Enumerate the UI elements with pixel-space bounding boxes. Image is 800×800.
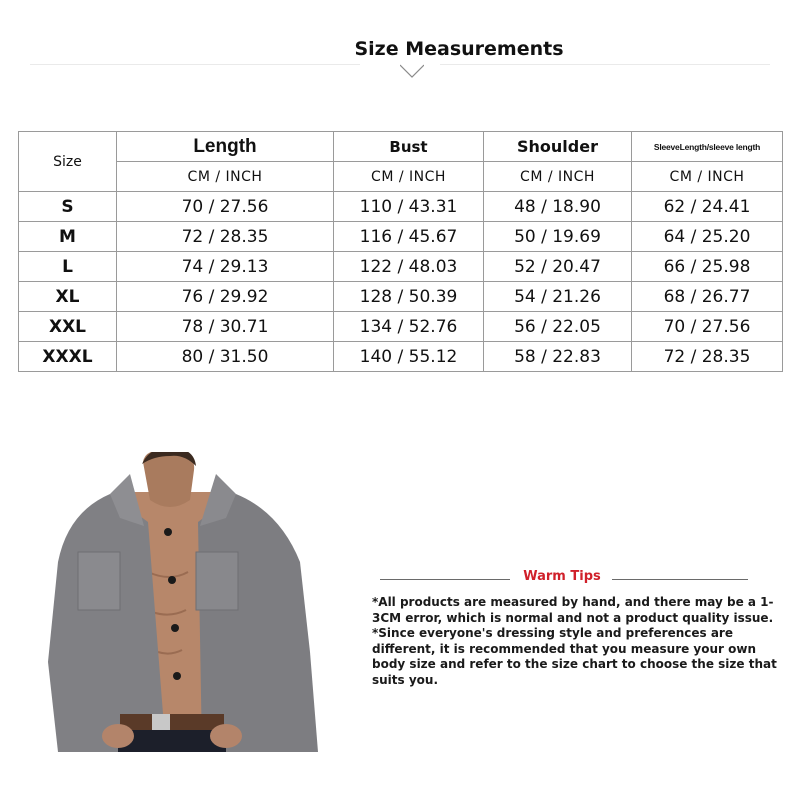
sleeve-value: 68 / 26.77 (632, 282, 783, 312)
size-label: XXXL (19, 342, 117, 372)
table-row (19, 192, 783, 222)
chevron-down-icon (400, 64, 424, 78)
length-column-header: Length (117, 132, 334, 162)
shoulder-value: 48 / 18.90 (484, 192, 632, 222)
warm-tips-title: Warm Tips (523, 569, 601, 584)
length-value: 78 / 30.71 (117, 312, 334, 342)
bust-value: 134 / 52.76 (334, 312, 484, 342)
title-rule-right (440, 64, 770, 65)
length-value: 70 / 27.56 (117, 192, 334, 222)
length-value: 72 / 28.35 (117, 222, 334, 252)
shoulder-value: 56 / 22.05 (484, 312, 632, 342)
title-rule-left (30, 64, 360, 65)
tips-rule-right (612, 579, 748, 580)
size-column-header: Size (19, 132, 117, 192)
length-value: 74 / 29.13 (117, 252, 334, 282)
shoulder-value: 58 / 22.83 (484, 342, 632, 372)
shoulder-value: 50 / 19.69 (484, 222, 632, 252)
sleeve-value: 64 / 25.20 (632, 222, 783, 252)
header-row (19, 132, 783, 162)
sleeve-value: 70 / 27.56 (632, 312, 783, 342)
model-photo (48, 452, 338, 752)
sleeve-value: 62 / 24.41 (632, 192, 783, 222)
size-label: XL (19, 282, 117, 312)
size-label: L (19, 252, 117, 282)
bust-value: 140 / 55.12 (334, 342, 484, 372)
table-row (19, 222, 783, 252)
table-row (19, 282, 783, 312)
size-label: M (19, 222, 117, 252)
table-row (19, 342, 783, 372)
table-row (19, 312, 783, 342)
tips-rule-left (380, 579, 510, 580)
length-value: 76 / 29.92 (117, 282, 334, 312)
page-title: Size Measurements (354, 38, 564, 60)
unit-row (19, 162, 783, 192)
bust-value: 122 / 48.03 (334, 252, 484, 282)
bust-column-header: Bust (334, 132, 484, 162)
size-table (18, 131, 783, 372)
bust-value: 110 / 43.31 (334, 192, 484, 222)
size-label: S (19, 192, 117, 222)
unit-label: CM / INCH (632, 162, 783, 192)
bust-value: 128 / 50.39 (334, 282, 484, 312)
shoulder-value: 54 / 21.26 (484, 282, 632, 312)
unit-label: CM / INCH (334, 162, 484, 192)
shoulder-value: 52 / 20.47 (484, 252, 632, 282)
unit-label: CM / INCH (484, 162, 632, 192)
unit-label: CM / INCH (117, 162, 334, 192)
sleeve-value: 66 / 25.98 (632, 252, 783, 282)
sleeve-value: 72 / 28.35 (632, 342, 783, 372)
warm-tips-text: *All products are measured by hand, and there may be a 1-3CM error, which is normal and not a product quality issue. *Since everyone's dressing style and preferences are different, it is recommended that you measure your own body size and refer to the size chart to choose the size that suits you. (372, 595, 777, 687)
table-row (19, 252, 783, 282)
shoulder-column-header: Shoulder (484, 132, 632, 162)
length-value: 80 / 31.50 (117, 342, 334, 372)
bust-value: 116 / 45.67 (334, 222, 484, 252)
size-label: XXL (19, 312, 117, 342)
sleeve-column-header: SleeveLength/sleeve length (632, 132, 783, 162)
